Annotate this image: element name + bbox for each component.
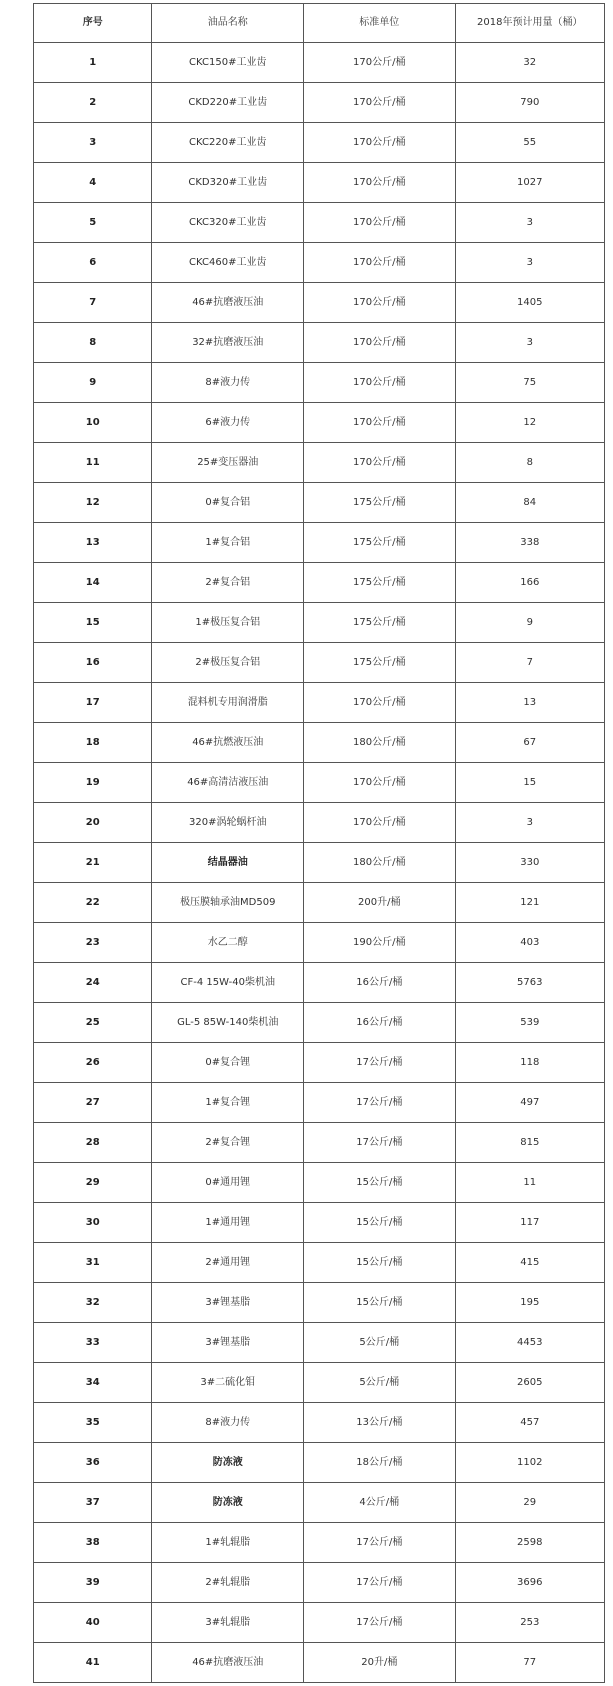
cell-no: 1 xyxy=(34,43,152,83)
cell-no: 34 xyxy=(34,1363,152,1403)
cell-no: 37 xyxy=(34,1483,152,1523)
cell-no: 31 xyxy=(34,1243,152,1283)
table-row xyxy=(34,643,605,683)
cell-qty: 457 xyxy=(455,1403,604,1443)
table-row xyxy=(34,723,605,763)
cell-qty: 13 xyxy=(455,683,604,723)
cell-qty: 121 xyxy=(455,883,604,923)
cell-name: 0#复合锂 xyxy=(152,1043,304,1083)
cell-qty: 9 xyxy=(455,603,604,643)
cell-unit: 5公斤/桶 xyxy=(304,1363,456,1403)
table-row xyxy=(34,1563,605,1603)
table-row xyxy=(34,1443,605,1483)
table-row xyxy=(34,963,605,1003)
cell-qty: 3 xyxy=(455,803,604,843)
cell-name: 6#液力传 xyxy=(152,403,304,443)
table-row xyxy=(34,123,605,163)
cell-unit: 20升/桶 xyxy=(304,1643,456,1683)
cell-qty: 67 xyxy=(455,723,604,763)
cell-no: 30 xyxy=(34,1203,152,1243)
cell-qty: 2605 xyxy=(455,1363,604,1403)
cell-name: CKC150#工业齿 xyxy=(152,43,304,83)
cell-no: 33 xyxy=(34,1323,152,1363)
cell-name: 1#极压复合铝 xyxy=(152,603,304,643)
table-row xyxy=(34,323,605,363)
cell-name: CKC220#工业齿 xyxy=(152,123,304,163)
cell-no: 13 xyxy=(34,523,152,563)
cell-name: 防冻液 xyxy=(152,1483,304,1523)
cell-no: 9 xyxy=(34,363,152,403)
cell-unit: 15公斤/桶 xyxy=(304,1163,456,1203)
cell-no: 35 xyxy=(34,1403,152,1443)
cell-unit: 4公斤/桶 xyxy=(304,1483,456,1523)
table-row xyxy=(34,1283,605,1323)
cell-no: 25 xyxy=(34,1003,152,1043)
table-row xyxy=(34,43,605,83)
cell-qty: 3 xyxy=(455,203,604,243)
cell-unit: 170公斤/桶 xyxy=(304,163,456,203)
cell-qty: 29 xyxy=(455,1483,604,1523)
cell-qty: 77 xyxy=(455,1643,604,1683)
cell-name: 极压膜轴承油MD509 xyxy=(152,883,304,923)
cell-qty: 12 xyxy=(455,403,604,443)
cell-name: 结晶器油 xyxy=(152,843,304,883)
cell-name: CKD320#工业齿 xyxy=(152,163,304,203)
header-no: 序号 xyxy=(34,4,152,43)
cell-no: 38 xyxy=(34,1523,152,1563)
cell-no: 26 xyxy=(34,1043,152,1083)
cell-qty: 4453 xyxy=(455,1323,604,1363)
cell-qty: 55 xyxy=(455,123,604,163)
cell-unit: 170公斤/桶 xyxy=(304,363,456,403)
cell-unit: 17公斤/桶 xyxy=(304,1123,456,1163)
cell-no: 18 xyxy=(34,723,152,763)
cell-unit: 17公斤/桶 xyxy=(304,1083,456,1123)
cell-qty: 15 xyxy=(455,763,604,803)
oil-usage-table xyxy=(33,3,605,1683)
cell-name: 3#轧辊脂 xyxy=(152,1603,304,1643)
cell-qty: 7 xyxy=(455,643,604,683)
table-row xyxy=(34,523,605,563)
cell-qty: 815 xyxy=(455,1123,604,1163)
cell-name: CKC320#工业齿 xyxy=(152,203,304,243)
cell-name: 320#涡轮蜗杆油 xyxy=(152,803,304,843)
cell-qty: 790 xyxy=(455,83,604,123)
cell-unit: 18公斤/桶 xyxy=(304,1443,456,1483)
cell-qty: 5763 xyxy=(455,963,604,1003)
cell-no: 28 xyxy=(34,1123,152,1163)
table-row xyxy=(34,1123,605,1163)
cell-name: 2#复合铝 xyxy=(152,563,304,603)
header-qty: 2018年预计用量（桶） xyxy=(455,4,604,43)
cell-name: 0#通用锂 xyxy=(152,1163,304,1203)
cell-no: 16 xyxy=(34,643,152,683)
cell-name: 32#抗磨液压油 xyxy=(152,323,304,363)
cell-no: 12 xyxy=(34,483,152,523)
cell-name: 46#抗磨液压油 xyxy=(152,1643,304,1683)
cell-unit: 180公斤/桶 xyxy=(304,843,456,883)
table-row xyxy=(34,1203,605,1243)
cell-name: 3#锂基脂 xyxy=(152,1283,304,1323)
table-row xyxy=(34,1643,605,1683)
cell-no: 24 xyxy=(34,963,152,1003)
cell-no: 20 xyxy=(34,803,152,843)
table-row xyxy=(34,1483,605,1523)
cell-unit: 175公斤/桶 xyxy=(304,483,456,523)
cell-unit: 13公斤/桶 xyxy=(304,1403,456,1443)
cell-name: 2#极压复合铝 xyxy=(152,643,304,683)
cell-unit: 175公斤/桶 xyxy=(304,603,456,643)
cell-unit: 180公斤/桶 xyxy=(304,723,456,763)
header-name: 油品名称 xyxy=(152,4,304,43)
table-row xyxy=(34,1403,605,1443)
table-row xyxy=(34,1003,605,1043)
cell-name: 混料机专用润滑脂 xyxy=(152,683,304,723)
cell-no: 10 xyxy=(34,403,152,443)
cell-qty: 539 xyxy=(455,1003,604,1043)
cell-no: 23 xyxy=(34,923,152,963)
cell-name: GL-5 85W-140柴机油 xyxy=(152,1003,304,1043)
cell-unit: 170公斤/桶 xyxy=(304,203,456,243)
cell-unit: 17公斤/桶 xyxy=(304,1563,456,1603)
cell-name: 25#变压器油 xyxy=(152,443,304,483)
cell-qty: 403 xyxy=(455,923,604,963)
cell-name: CKD220#工业齿 xyxy=(152,83,304,123)
cell-qty: 118 xyxy=(455,1043,604,1083)
table-row xyxy=(34,283,605,323)
cell-no: 17 xyxy=(34,683,152,723)
cell-unit: 15公斤/桶 xyxy=(304,1243,456,1283)
table-row xyxy=(34,923,605,963)
cell-no: 41 xyxy=(34,1643,152,1683)
cell-unit: 170公斤/桶 xyxy=(304,83,456,123)
table-row xyxy=(34,483,605,523)
cell-qty: 253 xyxy=(455,1603,604,1643)
cell-no: 29 xyxy=(34,1163,152,1203)
table-row xyxy=(34,1083,605,1123)
cell-no: 32 xyxy=(34,1283,152,1323)
cell-unit: 170公斤/桶 xyxy=(304,683,456,723)
cell-unit: 5公斤/桶 xyxy=(304,1323,456,1363)
table-row xyxy=(34,1243,605,1283)
cell-qty: 1405 xyxy=(455,283,604,323)
cell-no: 19 xyxy=(34,763,152,803)
cell-qty: 338 xyxy=(455,523,604,563)
cell-qty: 415 xyxy=(455,1243,604,1283)
cell-name: 46#高清洁液压油 xyxy=(152,763,304,803)
cell-name: 1#轧辊脂 xyxy=(152,1523,304,1563)
cell-name: 水乙二醇 xyxy=(152,923,304,963)
cell-unit: 170公斤/桶 xyxy=(304,283,456,323)
table-row xyxy=(34,683,605,723)
cell-unit: 170公斤/桶 xyxy=(304,763,456,803)
cell-no: 27 xyxy=(34,1083,152,1123)
header-unit: 标准单位 xyxy=(304,4,456,43)
cell-no: 5 xyxy=(34,203,152,243)
cell-no: 7 xyxy=(34,283,152,323)
cell-no: 8 xyxy=(34,323,152,363)
cell-unit: 15公斤/桶 xyxy=(304,1203,456,1243)
cell-name: 2#通用锂 xyxy=(152,1243,304,1283)
table-row xyxy=(34,843,605,883)
cell-no: 40 xyxy=(34,1603,152,1643)
cell-name: 2#复合锂 xyxy=(152,1123,304,1163)
cell-name: 1#复合铝 xyxy=(152,523,304,563)
cell-unit: 200升/桶 xyxy=(304,883,456,923)
cell-qty: 330 xyxy=(455,843,604,883)
cell-unit: 175公斤/桶 xyxy=(304,523,456,563)
cell-unit: 16公斤/桶 xyxy=(304,963,456,1003)
cell-unit: 15公斤/桶 xyxy=(304,1283,456,1323)
table-row xyxy=(34,603,605,643)
cell-qty: 195 xyxy=(455,1283,604,1323)
cell-qty: 32 xyxy=(455,43,604,83)
cell-unit: 17公斤/桶 xyxy=(304,1523,456,1563)
cell-qty: 84 xyxy=(455,483,604,523)
cell-qty: 1102 xyxy=(455,1443,604,1483)
table-row xyxy=(34,1323,605,1363)
cell-no: 15 xyxy=(34,603,152,643)
table-row xyxy=(34,1363,605,1403)
cell-qty: 3696 xyxy=(455,1563,604,1603)
table-row xyxy=(34,203,605,243)
cell-qty: 166 xyxy=(455,563,604,603)
cell-no: 3 xyxy=(34,123,152,163)
table-row xyxy=(34,763,605,803)
cell-qty: 3 xyxy=(455,243,604,283)
cell-unit: 17公斤/桶 xyxy=(304,1603,456,1643)
table-row xyxy=(34,883,605,923)
cell-name: 防冻液 xyxy=(152,1443,304,1483)
cell-name: CKC460#工业齿 xyxy=(152,243,304,283)
table-row xyxy=(34,1043,605,1083)
table-wrapper xyxy=(33,3,605,1683)
cell-unit: 170公斤/桶 xyxy=(304,443,456,483)
cell-qty: 11 xyxy=(455,1163,604,1203)
cell-qty: 1027 xyxy=(455,163,604,203)
table-row xyxy=(34,1603,605,1643)
cell-name: 2#轧辊脂 xyxy=(152,1563,304,1603)
table-row xyxy=(34,83,605,123)
cell-qty: 8 xyxy=(455,443,604,483)
table-row xyxy=(34,803,605,843)
cell-unit: 170公斤/桶 xyxy=(304,123,456,163)
cell-name: 8#液力传 xyxy=(152,1403,304,1443)
cell-unit: 16公斤/桶 xyxy=(304,1003,456,1043)
cell-name: 0#复合铝 xyxy=(152,483,304,523)
cell-no: 22 xyxy=(34,883,152,923)
cell-no: 21 xyxy=(34,843,152,883)
table-row xyxy=(34,163,605,203)
cell-name: 46#抗磨液压油 xyxy=(152,283,304,323)
cell-no: 2 xyxy=(34,83,152,123)
cell-qty: 3 xyxy=(455,323,604,363)
cell-name: CF-4 15W-40柴机油 xyxy=(152,963,304,1003)
cell-name: 3#二硫化钼 xyxy=(152,1363,304,1403)
header-row xyxy=(34,4,605,43)
cell-no: 14 xyxy=(34,563,152,603)
cell-unit: 175公斤/桶 xyxy=(304,563,456,603)
cell-unit: 170公斤/桶 xyxy=(304,403,456,443)
table-row xyxy=(34,243,605,283)
cell-unit: 190公斤/桶 xyxy=(304,923,456,963)
cell-no: 4 xyxy=(34,163,152,203)
cell-no: 6 xyxy=(34,243,152,283)
table-body xyxy=(34,43,605,1683)
table-row xyxy=(34,363,605,403)
cell-name: 8#液力传 xyxy=(152,363,304,403)
table-row xyxy=(34,563,605,603)
cell-no: 11 xyxy=(34,443,152,483)
cell-name: 46#抗燃液压油 xyxy=(152,723,304,763)
cell-qty: 75 xyxy=(455,363,604,403)
cell-unit: 17公斤/桶 xyxy=(304,1043,456,1083)
table-row xyxy=(34,403,605,443)
cell-unit: 175公斤/桶 xyxy=(304,643,456,683)
cell-unit: 170公斤/桶 xyxy=(304,43,456,83)
cell-name: 1#复合锂 xyxy=(152,1083,304,1123)
cell-qty: 2598 xyxy=(455,1523,604,1563)
table-row xyxy=(34,1523,605,1563)
cell-no: 39 xyxy=(34,1563,152,1603)
table-row xyxy=(34,1163,605,1203)
cell-qty: 117 xyxy=(455,1203,604,1243)
cell-qty: 497 xyxy=(455,1083,604,1123)
cell-name: 3#锂基脂 xyxy=(152,1323,304,1363)
table-row xyxy=(34,443,605,483)
cell-no: 36 xyxy=(34,1443,152,1483)
cell-unit: 170公斤/桶 xyxy=(304,803,456,843)
cell-unit: 170公斤/桶 xyxy=(304,243,456,283)
cell-name: 1#通用锂 xyxy=(152,1203,304,1243)
cell-unit: 170公斤/桶 xyxy=(304,323,456,363)
